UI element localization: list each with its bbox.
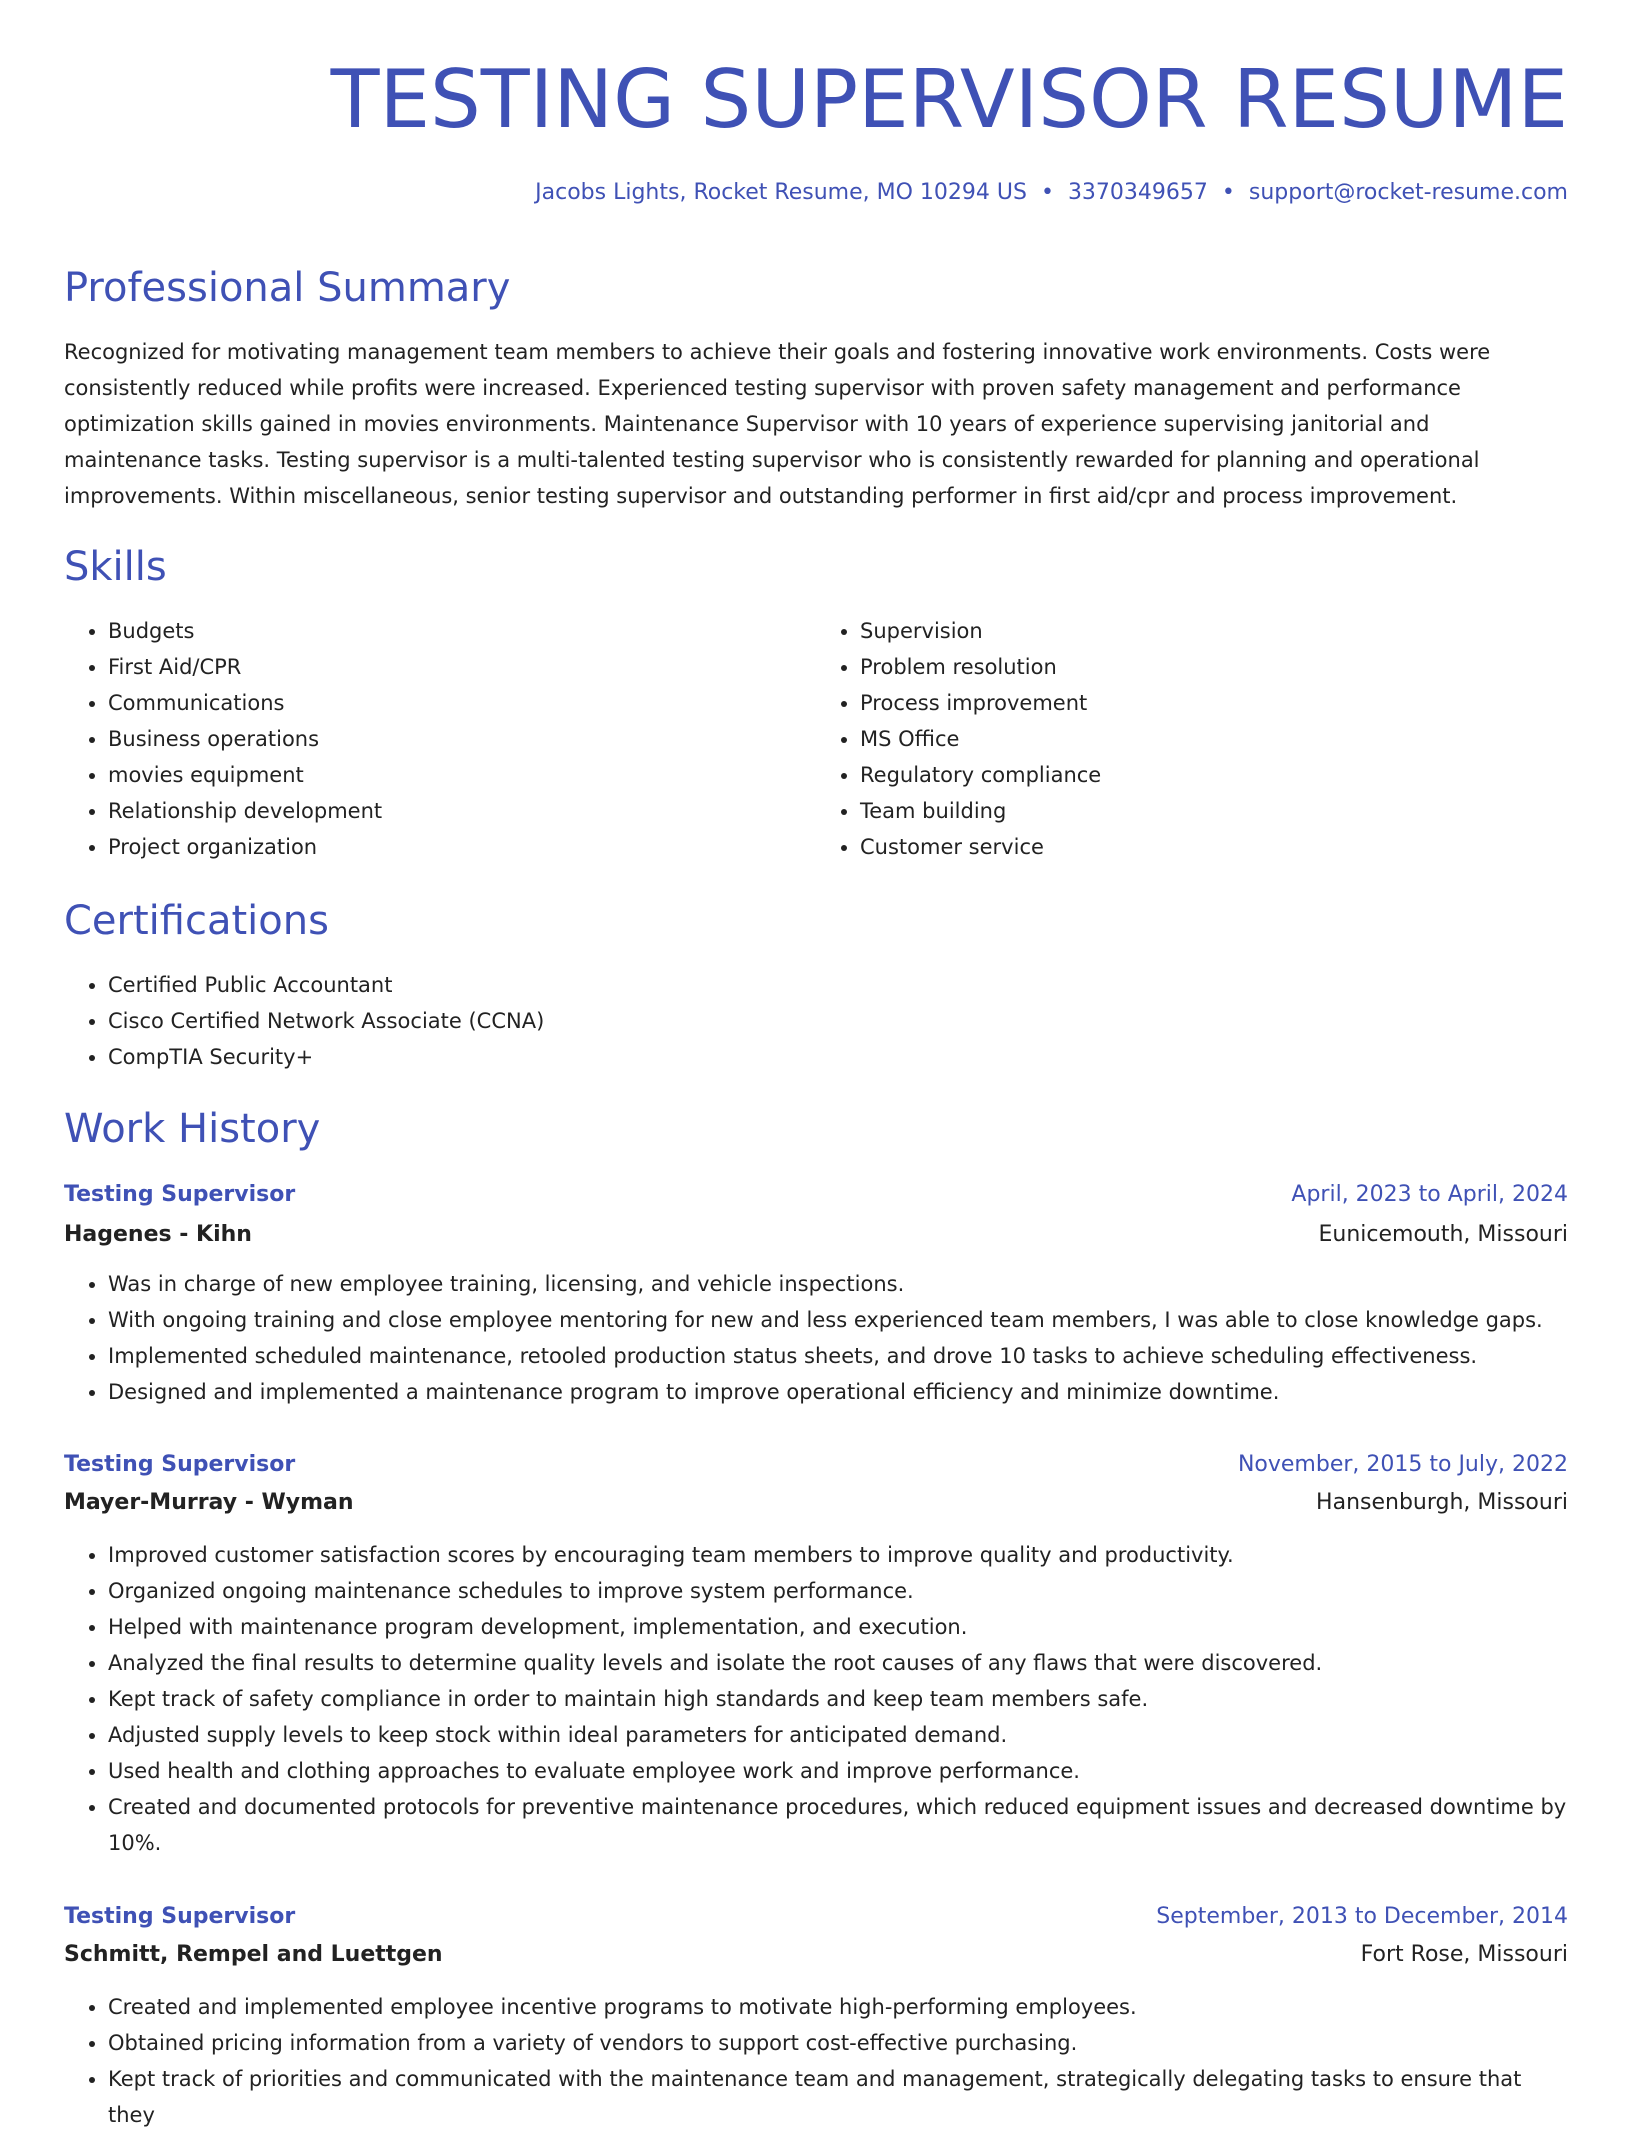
section-heading-skills: Skills xyxy=(64,544,167,590)
job-bullet: • Created and documented protocols for preventive maintenance procedures, which reduced equipment issues and decreased downtime by 10%. xyxy=(108,1789,1568,1861)
contact-line xyxy=(535,178,1568,208)
skill-item: • Project organization xyxy=(108,829,816,865)
job-header-row xyxy=(64,1447,1568,1483)
job-header-row xyxy=(64,1177,1568,1213)
job-bullet: • Implemented scheduled maintenance, retooled production status sheets, and drove 10 tasks to achieve scheduling effectiveness. xyxy=(108,1338,1568,1374)
job-company: Mayer-Murray - Wyman xyxy=(64,1490,354,1515)
job-title: Testing Supervisor xyxy=(64,1904,296,1929)
job-dates: April, 2023 to April, 2024 xyxy=(1291,1182,1568,1207)
job-bullet: • Obtained pricing information from a variety of vendors to support cost-effective purchasing. xyxy=(108,2025,1568,2061)
job-bullet: • Was in charge of new employee training, licensing, and vehicle inspections. xyxy=(108,1266,1568,1302)
skills-column-right xyxy=(816,613,1568,865)
certification-item: • Certified Public Accountant xyxy=(108,967,1568,1003)
section-heading-certifications: Certifications xyxy=(64,898,329,944)
skill-item: • Business operations xyxy=(108,721,816,757)
job-company-row xyxy=(64,1217,1568,1253)
job-bullets xyxy=(64,1989,1568,2133)
job-location: Fort Rose, Missouri xyxy=(1360,1942,1568,1967)
contact-email[interactable]: support@rocket-resume.com xyxy=(1248,180,1568,205)
skill-item: • Budgets xyxy=(108,613,816,649)
skill-item: • Customer service xyxy=(860,829,1568,865)
job-bullets xyxy=(64,1266,1568,1410)
job-bullet: • Used health and clothing approaches to evaluate employee work and improve performance. xyxy=(108,1753,1568,1789)
skill-item: • Team building xyxy=(860,793,1568,829)
job-dates: September, 2013 to December, 2014 xyxy=(1156,1904,1568,1929)
job-bullet: • Analyzed the final results to determine quality levels and isolate the root causes of any flaws that were discovered. xyxy=(108,1645,1568,1681)
job-bullet: • Designed and implemented a maintenance program to improve operational efficiency and minimize downtime. xyxy=(108,1374,1568,1410)
job-company: Schmitt, Rempel and Luettgen xyxy=(64,1942,443,1967)
job-bullet: • Kept track of priorities and communicated with the maintenance team and management, strategically delegating tasks to ensure that they xyxy=(108,2061,1568,2133)
skill-item: • Communications xyxy=(108,685,816,721)
contact-address: Jacobs Lights, Rocket Resume, MO 10294 US xyxy=(535,180,1027,205)
skill-item: • movies equipment xyxy=(108,757,816,793)
summary-text: Recognized for motivating management team members to achieve their goals and fostering innovative work environments. Costs were consistently reduced while profits were increased. Experienced testing supervisor with proven safety management and performance optimization skills gained in movies environments. Maintenance Supervisor with 10 years of experience supervising janitorial and maintenance tasks. Testing supervisor is a multi-talented testing supervisor who is consistently rewarded for planning and operational improvements. Within miscellaneous, senior testing supervisor and outstanding performer in first aid/cpr and process improvement. xyxy=(64,340,1491,508)
job-bullet: • Kept track of safety compliance in order to maintain high standards and keep team members safe. xyxy=(108,1681,1568,1717)
certification-item: • Cisco Certified Network Associate (CCNA) xyxy=(108,1003,1568,1039)
job-entry xyxy=(64,1177,1568,1410)
job-entry xyxy=(64,1447,1568,1861)
skill-item: • Regulatory compliance xyxy=(860,757,1568,793)
contact-phone: 3370349657 xyxy=(1067,180,1208,205)
contact-separator: • xyxy=(1040,180,1054,205)
job-header-row xyxy=(64,1899,1568,1935)
job-bullet: • Helped with maintenance program development, implementation, and execution. xyxy=(108,1609,1568,1645)
skill-item: • First Aid/CPR xyxy=(108,649,816,685)
job-location: Eunicemouth, Missouri xyxy=(1318,1222,1568,1247)
job-bullet: • Improved customer satisfaction scores by encouraging team members to improve quality and productivity. xyxy=(108,1537,1568,1573)
job-entry xyxy=(64,1899,1568,2133)
job-company: Hagenes - Kihn xyxy=(64,1222,252,1247)
job-bullet: • Organized ongoing maintenance schedules to improve system performance. xyxy=(108,1573,1568,1609)
skills-column-left xyxy=(64,613,816,865)
skill-item: • Process improvement xyxy=(860,685,1568,721)
job-bullet: • With ongoing training and close employee mentoring for new and less experienced team members, I was able to close knowledge gaps. xyxy=(108,1302,1568,1338)
job-bullets xyxy=(64,1537,1568,1861)
job-title: Testing Supervisor xyxy=(64,1452,296,1477)
job-bullet: • Created and implemented employee incentive programs to motivate high-performing employees. xyxy=(108,1989,1568,2025)
resume-title: TESTING SUPERVISOR RESUME xyxy=(330,53,1568,146)
section-heading-work-history: Work History xyxy=(64,1106,321,1152)
job-location: Hansenburgh, Missouri xyxy=(1316,1490,1568,1515)
skills-list xyxy=(64,613,1568,865)
skill-item: • Relationship development xyxy=(108,793,816,829)
contact-separator: • xyxy=(1221,180,1235,205)
job-dates: November, 2015 to July, 2022 xyxy=(1237,1452,1568,1477)
job-company-row xyxy=(64,1937,1568,1973)
job-bullet: • Adjusted supply levels to keep stock within ideal parameters for anticipated demand. xyxy=(108,1717,1568,1753)
certifications-list xyxy=(64,967,1568,1075)
job-company-row xyxy=(64,1485,1568,1521)
job-title: Testing Supervisor xyxy=(64,1182,296,1207)
section-heading-summary: Professional Summary xyxy=(64,265,511,311)
skill-item: • Supervision xyxy=(860,613,1568,649)
skill-item: • MS Office xyxy=(860,721,1568,757)
certification-item: • CompTIA Security+ xyxy=(108,1039,1568,1075)
skill-item: • Problem resolution xyxy=(860,649,1568,685)
